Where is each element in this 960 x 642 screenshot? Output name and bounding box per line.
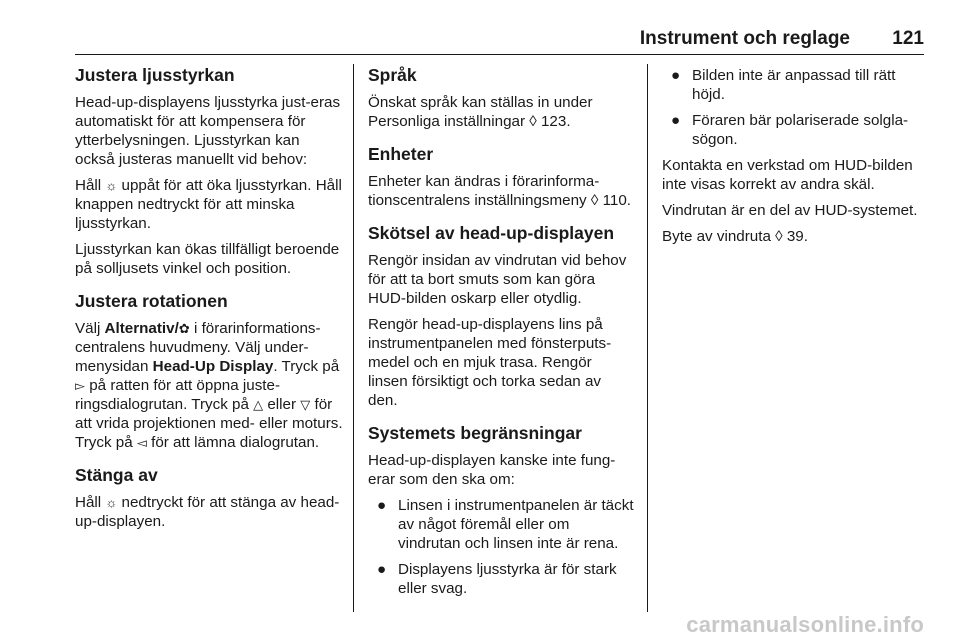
brightness-paragraph-2 (75, 176, 343, 233)
turn-off-paragraph (75, 493, 343, 531)
care-paragraph-2: Rengör head-up-displayens lins på instrumentpanelen med fönsterputs-medel och en mjuk trasa. Rengör linsen försiktigt och torka sedan av den. (368, 316, 612, 409)
text-span: på ratten för att öppna juste-ringsdialogrutan. Tryck på (75, 377, 281, 413)
list-item (368, 496, 634, 553)
text-span: uppåt för att öka ljusstyrkan. Håll knappen nedtryckt för att minska ljusstyrkan. (75, 177, 342, 232)
text-span: Önskat språk kan ställas in under Personliga inställningar (368, 94, 593, 130)
list-item-text: Displayens ljusstyrka är för stark eller svag. (398, 561, 617, 597)
page-number: 121 (892, 28, 924, 49)
text-span: för att lämna dialogrutan. (146, 434, 320, 451)
list-item-text: Föraren bär polariserade solgla-sögon. (692, 112, 909, 148)
list-item (368, 560, 634, 598)
rotation-paragraph (75, 319, 343, 452)
limitations-list-continued (662, 66, 928, 149)
menu-term-head-up-display: Head-Up Display (152, 358, 274, 375)
bullet-icon: ● (671, 67, 681, 84)
page-header (0, 0, 960, 58)
page-title: Instrument och reglage (639, 28, 850, 49)
heading-brightness: Justera ljusstyrkan (75, 65, 235, 85)
arrow-up-icon: △ (253, 397, 264, 412)
column-3 (662, 64, 928, 612)
column-1 (75, 64, 343, 612)
limitations-list (368, 496, 634, 598)
arrow-down-icon: ▽ (300, 397, 311, 412)
text-span: . Tryck på (273, 358, 340, 375)
heading-turn-off: Stänga av (75, 465, 158, 485)
brightness-icon: ☼ (105, 178, 118, 193)
text-span: Håll (75, 494, 106, 511)
heading-care: Skötsel av head-up-displayen (368, 223, 615, 243)
care-paragraph-1: Rengör insidan av vindrutan vid behov för att ta bort smuts som kan göra HUD-bilden oskarp eller otydlig. (368, 252, 627, 307)
brightness-paragraph-1: Head-up-displayens ljusstyrka just-eras automatiskt för att kompensera för ytterbelysningen. Ljusstyrkan kan också justeras manuellt vid behov: (75, 94, 341, 168)
arrow-left-icon: ◅ (136, 435, 147, 450)
workshop-paragraph: Kontakta en verkstad om HUD-bilden inte visas korrekt av andra skäl. (662, 157, 913, 193)
column-divider-1 (353, 64, 354, 612)
arrow-right-icon: ▻ (75, 378, 85, 393)
text-span: nedtryckt för att stänga av head-up-displayen. (75, 494, 340, 530)
text-span: Enheter kan ändras i förarinforma-tionscentralens inställningsmeny (368, 173, 600, 209)
windscreen-replacement-paragraph (662, 227, 928, 246)
text-span: eller (263, 396, 301, 413)
windscreen-paragraph: Vindrutan är en del av HUD-systemet. (662, 202, 918, 219)
limitations-paragraph: Head-up-displayen kanske inte fung-erar som den ska om: (368, 452, 616, 488)
list-item (662, 66, 928, 104)
bullet-icon: ● (377, 561, 387, 578)
brightness-paragraph-3: Ljusstyrkan kan ökas tillfälligt beroende på solljusets vinkel och position. (75, 241, 340, 277)
list-item (662, 111, 928, 149)
column-divider-2 (647, 64, 648, 612)
list-item-text: Linsen i instrumentpanelen är täckt av något föremål eller om vindrutan och linsen inte är rena. (398, 497, 634, 552)
page-reference-link[interactable]: ◊ 39. (775, 228, 808, 245)
gear-icon: ✿ (178, 321, 190, 336)
text-span: / (174, 320, 179, 337)
watermark: carmanualsonline.info (686, 612, 924, 637)
language-paragraph (368, 93, 634, 131)
text-span: Håll (75, 177, 106, 194)
menu-term-alternativ: Alternativ (104, 320, 175, 337)
heading-units: Enheter (368, 144, 434, 164)
heading-language: Språk (368, 65, 417, 85)
heading-rotation: Justera rotationen (75, 291, 228, 311)
header-rule (75, 54, 924, 55)
column-2 (368, 64, 634, 612)
text-span: för att vrida projektionen med- eller moturs. Tryck på (75, 396, 343, 451)
bullet-icon: ● (671, 112, 681, 129)
units-paragraph (368, 172, 634, 210)
bullet-icon: ● (377, 497, 387, 514)
list-item-text: Bilden inte är anpassad till rätt höjd. (692, 67, 896, 103)
text-span: i förarinformations-centralens huvudmeny. Välj under-menysidan (75, 320, 321, 375)
heading-limitations: Systemets begränsningar (368, 423, 582, 443)
page-reference-link[interactable]: ◊ 110. (590, 192, 632, 209)
brightness-icon: ☼ (105, 495, 118, 510)
text-span: Välj (75, 320, 105, 337)
text-span: Byte av vindruta (662, 228, 776, 245)
page-reference-link[interactable]: ◊ 123. (529, 113, 571, 130)
